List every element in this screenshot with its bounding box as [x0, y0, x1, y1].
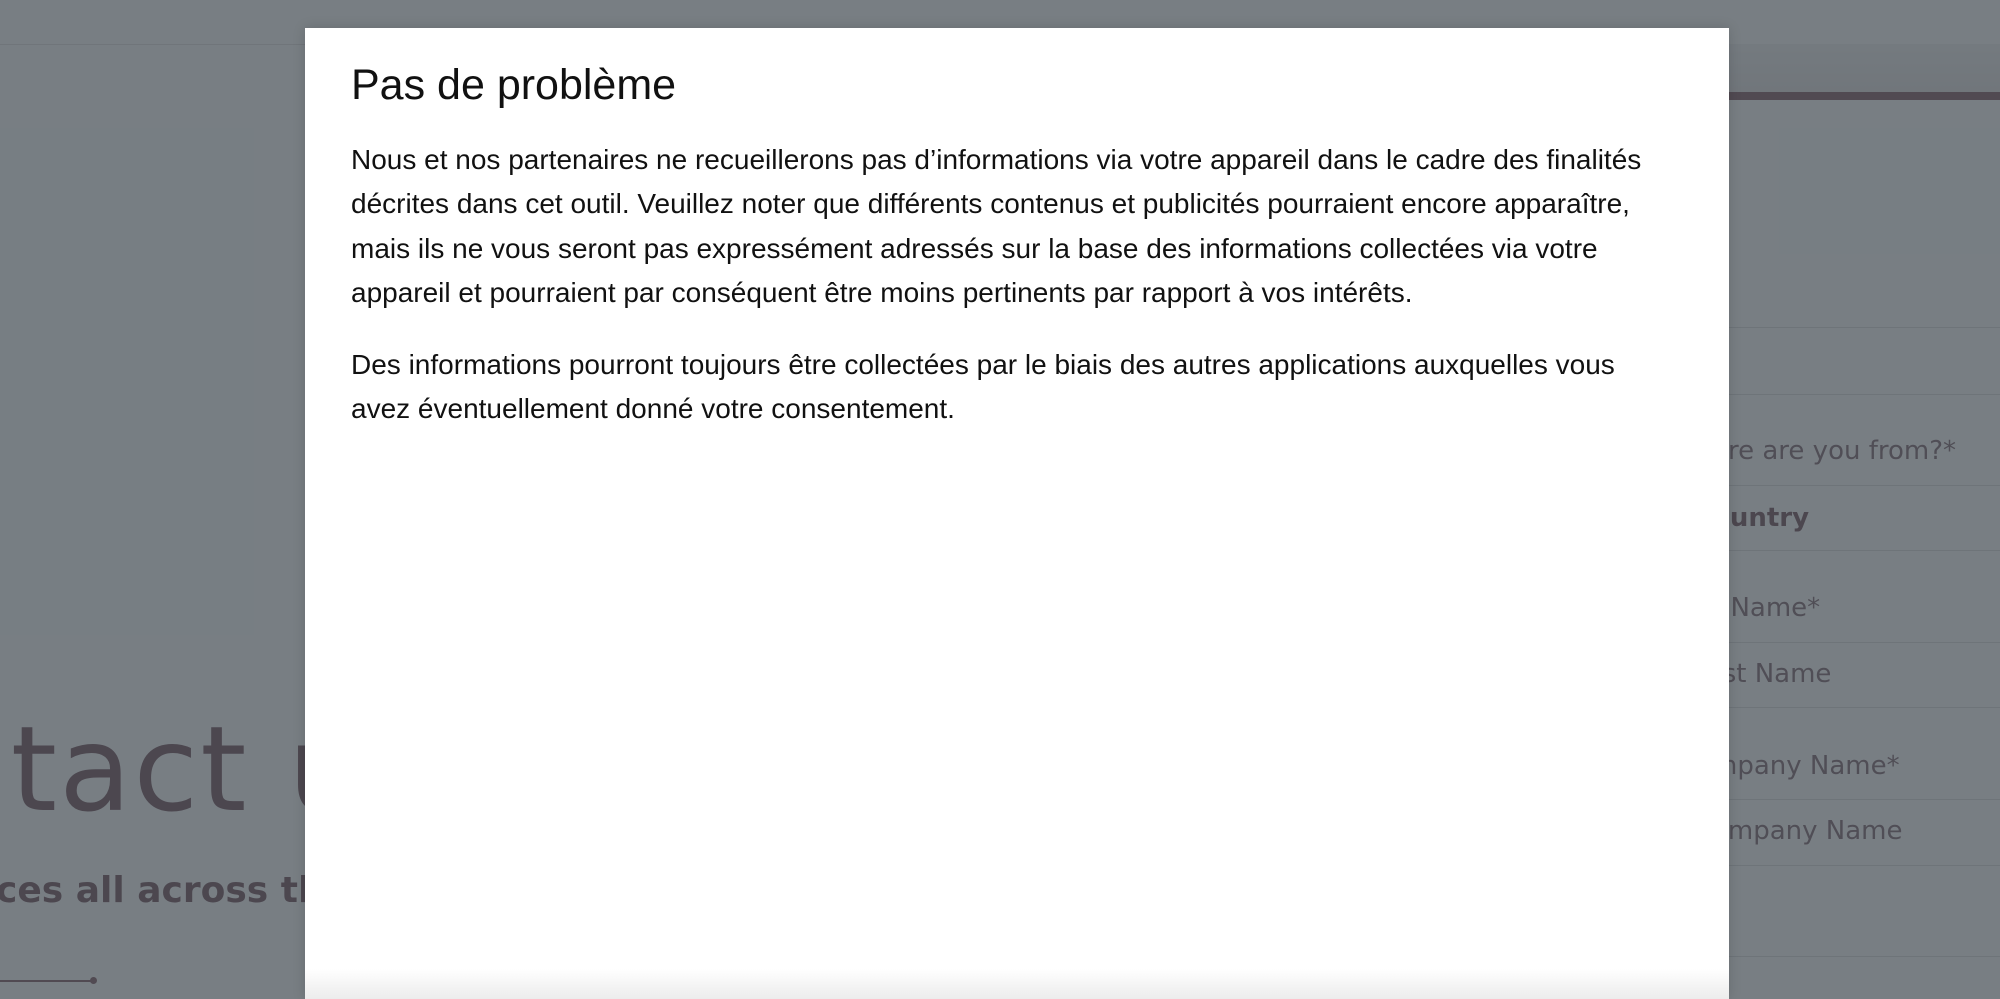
dialog-title: Pas de problème — [351, 61, 677, 109]
dialog-paragraph: Des informations pourront toujours être collectées par le biais des autres applications auxquelles vous avez éventuellement donné votre consentement. — [351, 348, 1615, 425]
dialog-footer-shade — [305, 969, 1729, 999]
consent-dialog — [305, 28, 1729, 999]
dialog-paragraph: Nous et nos partenaires ne recueillerons pas d’informations via votre appareil dans le cadre des finalités décrites dans cet outil. Veuillez noter que différents contenus et publicités pourraient encore apparaître, mais ils ne vous seront pas expressément adressés sur la base des informations collectées via votre appareil et pourraient par conséquent être moins pertinents par rapport à vos intérêts. — [351, 143, 1642, 309]
consent-dialog-body — [351, 60, 1681, 459]
